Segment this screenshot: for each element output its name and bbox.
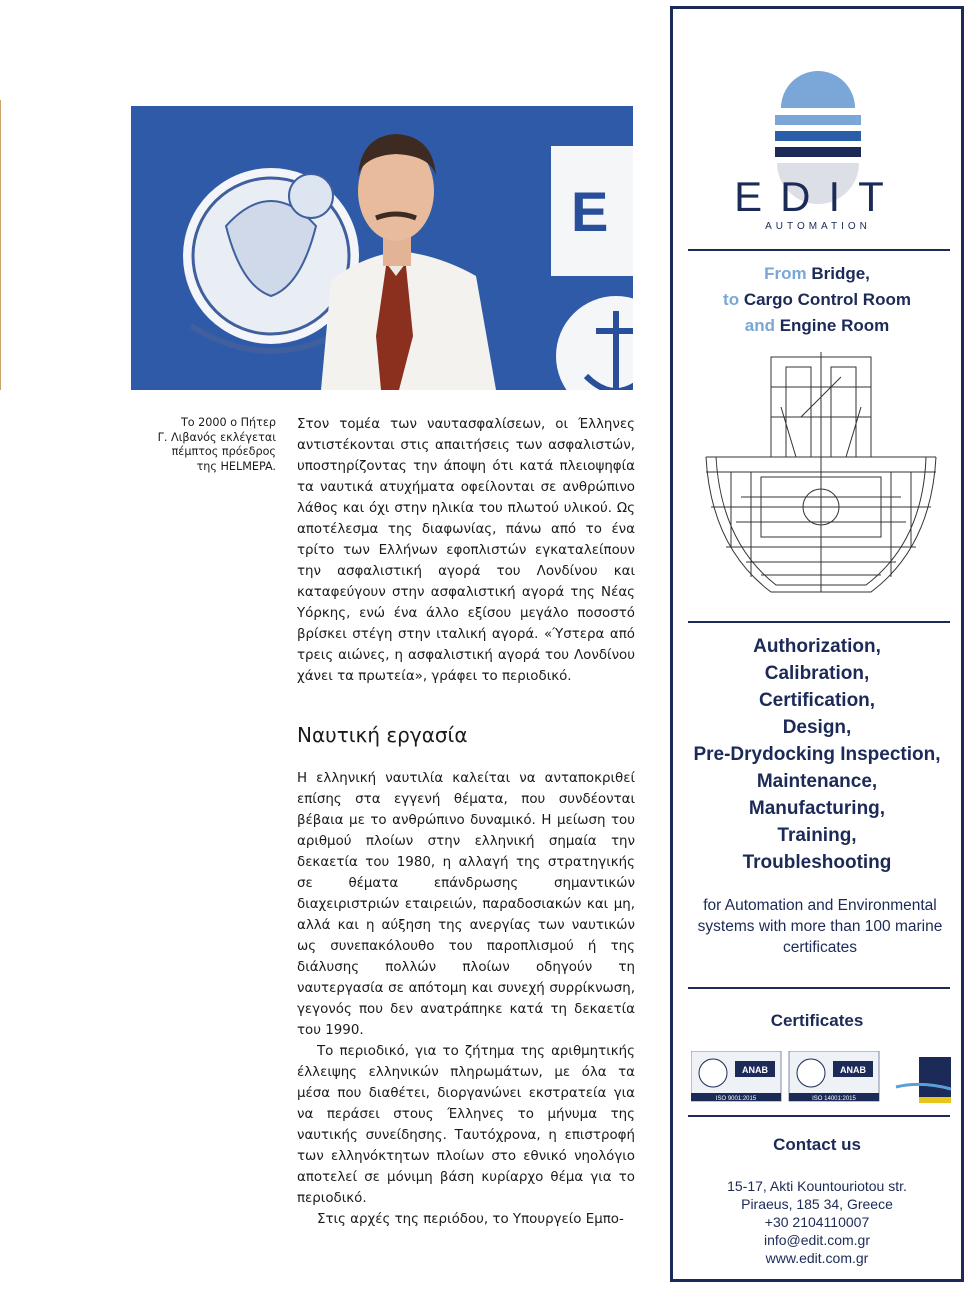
tagline-text: Engine Room: [779, 316, 890, 335]
brand-subtitle: AUTOMATION: [765, 221, 871, 232]
service-item: Maintenance,: [756, 771, 878, 792]
divider: [688, 987, 950, 989]
tagline-prefix: From: [764, 264, 807, 283]
service-item: Authorization,: [753, 636, 881, 657]
caption-line: Το 2000 ο Πήτερ: [180, 416, 276, 429]
tagline-prefix: and: [744, 316, 775, 335]
services-list: [673, 633, 961, 876]
svg-text:E: E: [571, 180, 609, 243]
tagline-line: [673, 261, 961, 287]
divider: [688, 621, 950, 623]
contact-email[interactable]: info@edit.com.gr: [763, 1232, 871, 1248]
helmepa-photo: [131, 106, 633, 390]
service-item: Design,: [782, 717, 852, 738]
cert-label: ISO 14001:2015: [812, 1096, 856, 1102]
divider: [688, 249, 950, 251]
article-paragraph: Στις αρχές της περιόδου, το Υπουργείο Εμπο-: [317, 1212, 624, 1227]
ad-tagline: [673, 261, 961, 339]
tagline-text: Cargo Control Room: [743, 290, 911, 309]
contact-title: Contact us: [773, 1135, 861, 1154]
contact-address: 15-17, Akti Kountouriotou str.: [727, 1178, 907, 1194]
section-heading: Ναυτική εργασία: [297, 723, 468, 747]
page-edge-line: [0, 100, 1, 390]
tagline-line: [673, 313, 961, 339]
tagline-prefix: to: [723, 290, 740, 309]
brand-name: EDIT: [734, 173, 902, 220]
contact-phone[interactable]: +30 2104110007: [764, 1214, 870, 1230]
ship-cross-section-drawing: [701, 347, 941, 612]
services-description: for Automation and Environmental systems with more than 100 marine certificates: [697, 897, 943, 956]
article-paragraph: Στον τομέα των ναυτασφαλίσεων, οι Έλληνες αντιστέκονται στις απαιτήσεις των ασφαλιστών, υποστηρίζοντας την άποψη ότι κατά πλειοψηφία τα ναυτικά ατυχήματα οφείλονται σε ανθρώπινο λάθος και όχι στην ηλικία του πλωτού υλικού. Ως αποτέλεσμα της διαφωνίας, πάνω από το ένα τρίτο των Ελλήνων εφοπλιστών εγκαταλείπουν την ασφαλιστική αγορά του Λονδίνου και καταφεύγουν στην ασφαλιστική αγορά της Νέας Υόρκης, ενώ ένα άλλο εξίσου μεγάλο ποσοστό βρίσκει στέγη στην ιταλική αγορά. «Ύστερα από τρεις αιώνες, η ασφαλιστική αγορά του Λονδίνου χάνει τα πρωτεία», γράφει το περιοδικό.: [297, 417, 635, 684]
photo-caption: [150, 416, 276, 474]
article-section-body: [297, 768, 635, 1230]
contact-info: [673, 1177, 961, 1267]
service-item: Calibration,: [764, 663, 870, 684]
certificate-badges: [691, 1051, 953, 1109]
caption-line: πέμπτος πρόεδρος: [171, 445, 276, 458]
cert-label: ANAB: [742, 1065, 768, 1075]
service-item: Troubleshooting: [742, 852, 892, 873]
tagline-line: [673, 287, 961, 313]
service-item: Training,: [777, 825, 857, 846]
divider: [688, 1115, 950, 1117]
certificates-title: Certificates: [770, 1011, 864, 1030]
edit-logo: [713, 43, 923, 233]
contact-website[interactable]: www.edit.com.gr: [765, 1250, 869, 1266]
cert-label: ISO 9001:2015: [715, 1096, 757, 1102]
contact-city: Piraeus, 185 34, Greece: [741, 1196, 893, 1212]
article-paragraph: Η ελληνική ναυτιλία καλείται να ανταποκριθεί επίσης στα εγγενή θέματα, που συνδέονται βέβαια με το ανθρώπινο δυναμικό. Η μείωση του αριθμού πλοίων στην ελληνική σημαία την δεκαετία του 1980, η αλλαγή της στρατηγικής σε θέματα επάνδρωσης σημαντικών διαχειριστριών εταιρειών, παραδοσιακών και μη, αλλά και η αύξηση της ανεργίας των ναυτικών ως συνεπακόλουθο του παροπλισμού ή της διάλυσης πολλών πλοίων οδηγούν τη ναυτεργασία σε απότομη και συνεχή συρρίκνωση, γεγονός που δεν ανατράπηκε κατά τη δεκαετία του 1990.: [297, 771, 635, 1038]
caption-line: της HELMEPA.: [196, 459, 276, 473]
service-item: Manufacturing,: [748, 798, 886, 819]
cert-label: ANAB: [840, 1065, 866, 1075]
tagline-text: Bridge,: [811, 264, 870, 283]
caption-line: Γ. Λιβανός εκλέγεται: [157, 430, 276, 444]
article-paragraph: Το περιοδικό, για το ζήτημα της αριθμητικής έλλειψης ελληνικών πληρωμάτων, με όλα τα μέσα που διαθέτει, διοργανώνει εκστρατεία για να περάσει στους Έλληνες το μήνυμα της ναυτικής συνείδησης. Ταυτόχρονα, η επιστροφή των ελληνόκτητων πλοίων στο εθνικό νηολόγιο αποτελεί σε μόνιμη βάση κυρίαρχο θέμα για το περιοδικό.: [297, 1044, 635, 1206]
service-item: Certification,: [758, 690, 876, 711]
edit-automation-ad: [670, 6, 964, 1282]
service-item: Pre-Drydocking Inspection,: [693, 744, 941, 765]
